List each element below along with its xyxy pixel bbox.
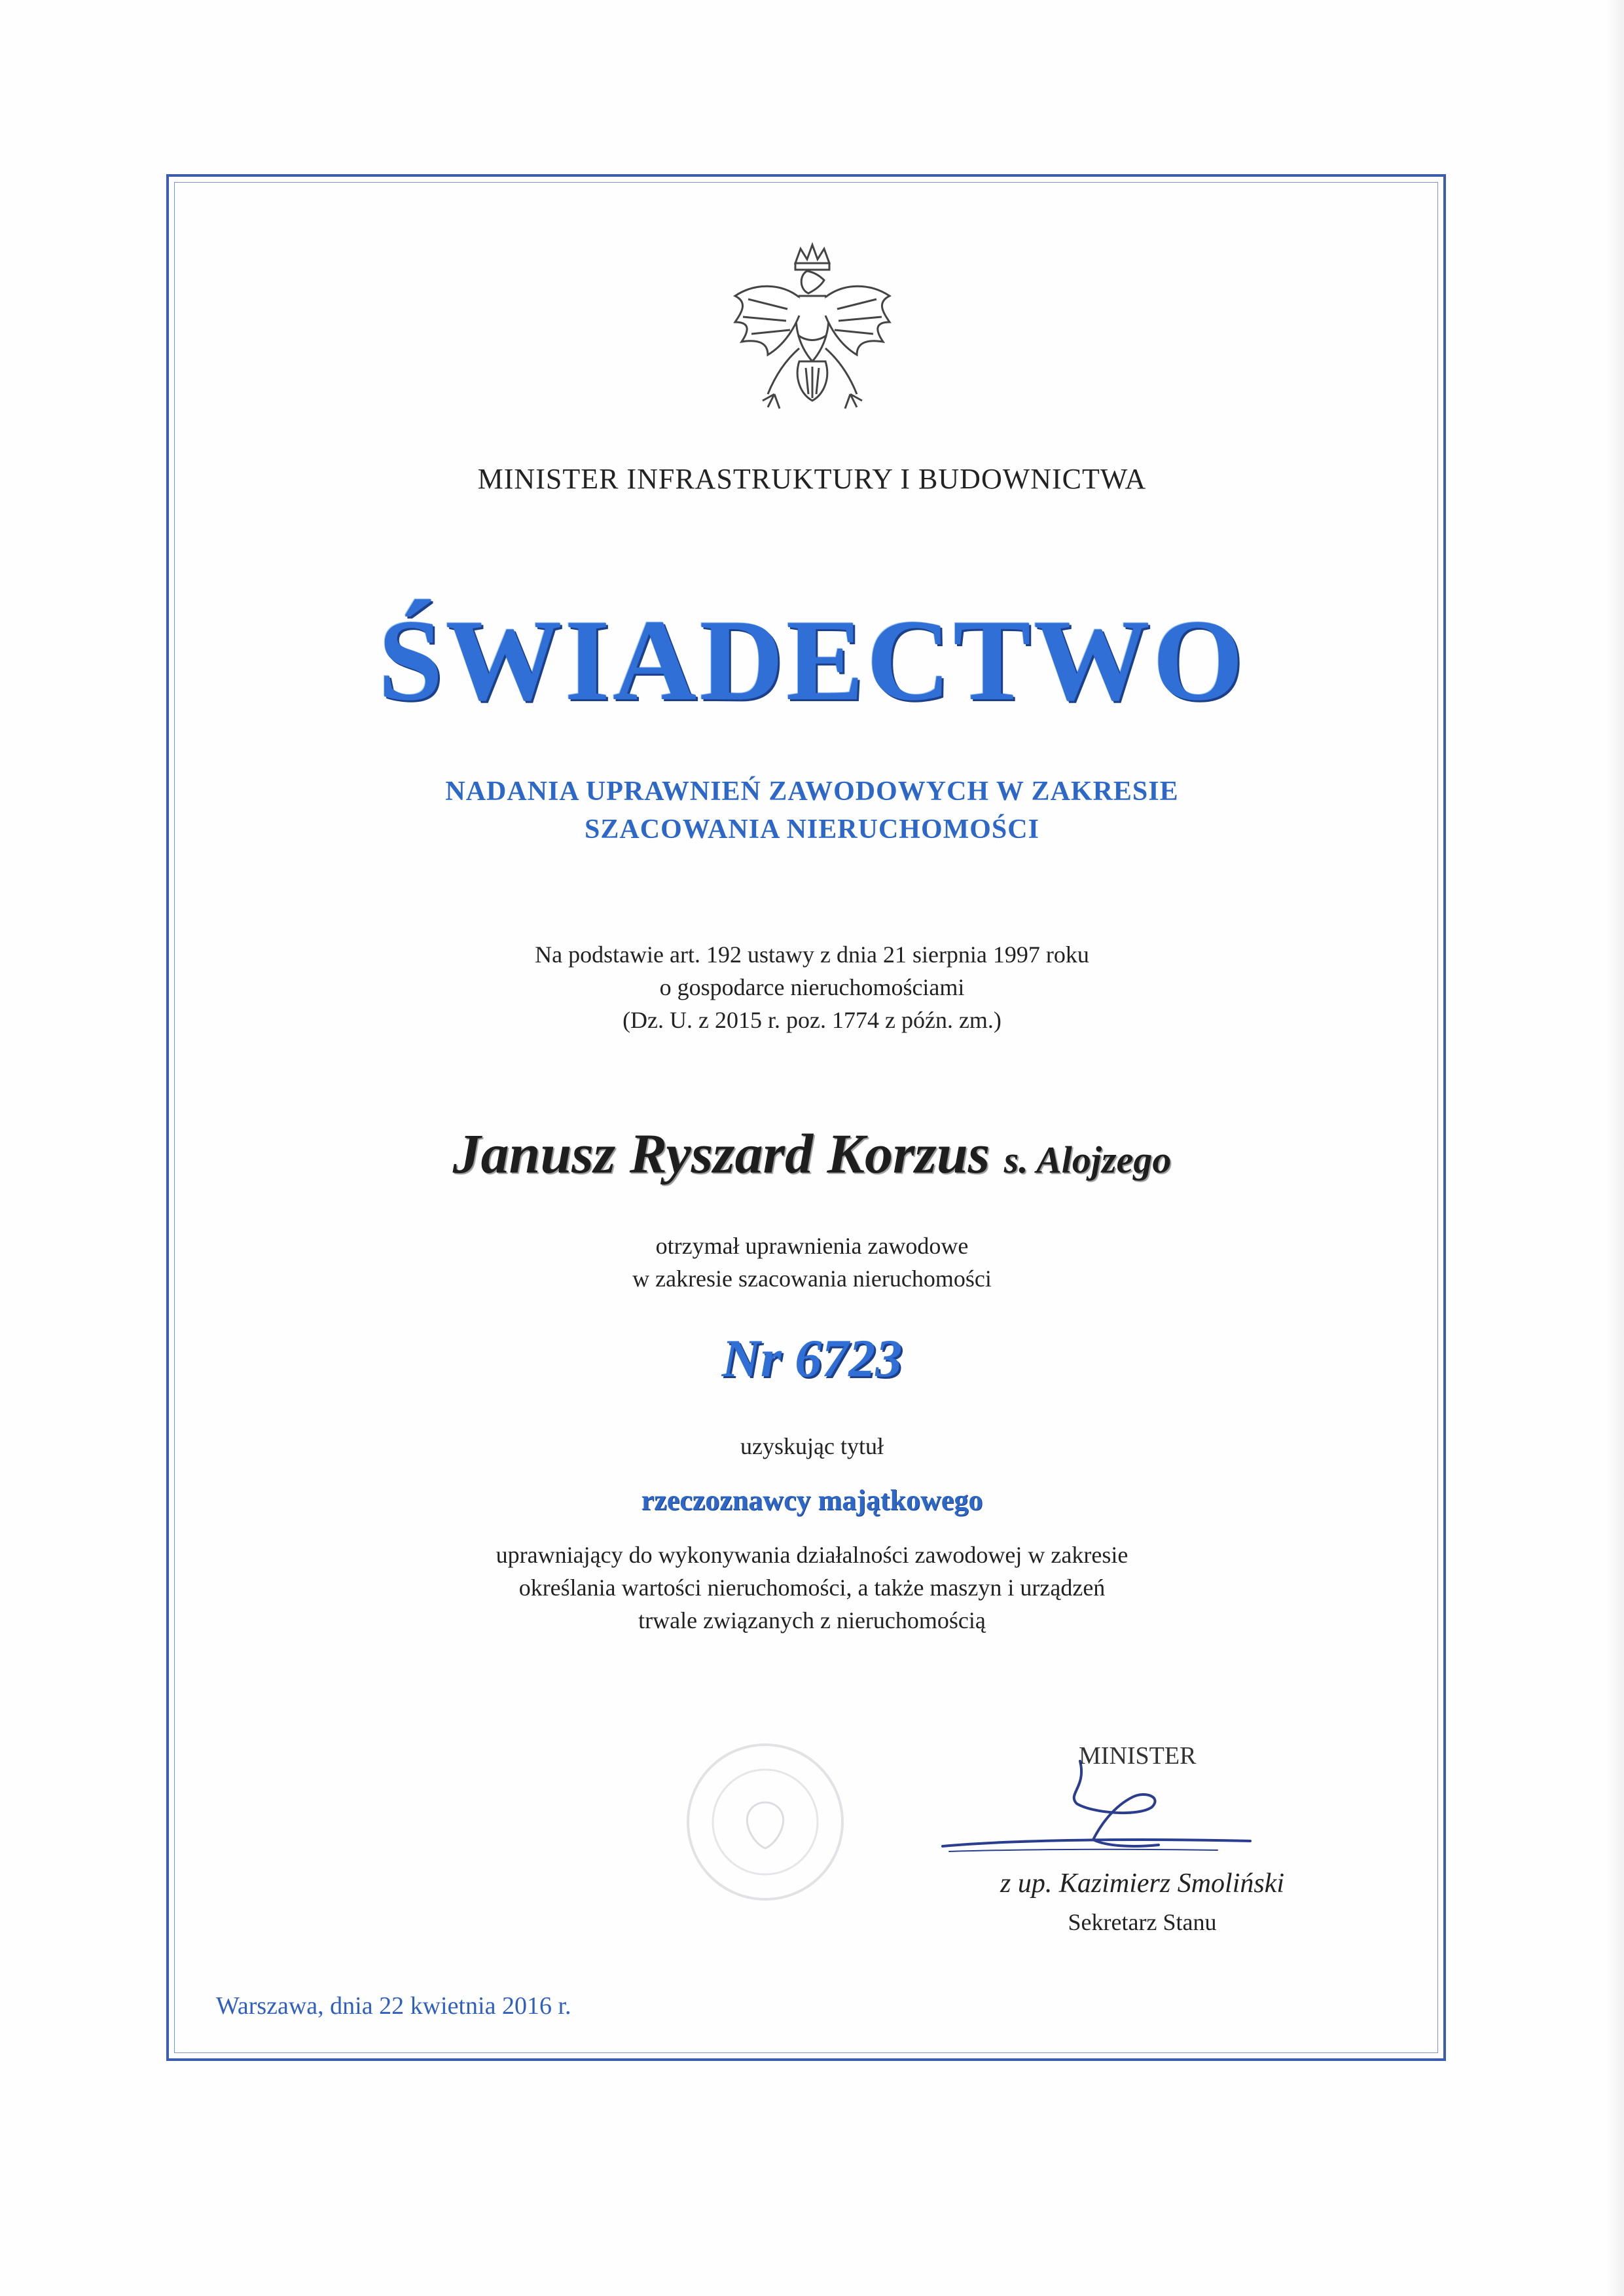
certificate-subtitle bbox=[0, 773, 1624, 848]
received-line-1: otrzymał uprawnienia zawodowe bbox=[655, 1233, 969, 1259]
holder-name-line bbox=[0, 1121, 1624, 1186]
legal-basis-line-3: (Dz. U. z 2015 r. poz. 1774 z późn. zm.) bbox=[623, 1007, 1001, 1033]
signatory-role: Sekretarz Stanu bbox=[1068, 1909, 1217, 1935]
scope-line-2: określania wartości nieruchomości, a także maszyn i urządzeń bbox=[518, 1575, 1106, 1601]
holder-parent-suffix: s. Alojzego bbox=[1003, 1139, 1172, 1181]
subtitle-line-2: SZACOWANIA NIERUCHOMOŚCI bbox=[585, 814, 1039, 845]
legal-basis-line-1: Na podstawie art. 192 ustawy z dnia 21 sierpnia 1997 roku bbox=[535, 941, 1089, 968]
subtitle-line-1: NADANIA UPRAWNIEŃ ZAWODOWYCH W ZAKRESIE bbox=[445, 776, 1179, 807]
embossed-seal-icon bbox=[683, 1740, 847, 1904]
signatory-name: z up. Kazimierz Smoliński bbox=[1000, 1868, 1285, 1899]
white-eagle-emblem-icon bbox=[722, 237, 902, 433]
legal-basis-line-2: o gospodarce nieruchomościami bbox=[659, 974, 965, 1000]
holder-name: Janusz Ryszard Korzus bbox=[452, 1122, 990, 1185]
certificate-number: Nr 6723 bbox=[721, 1328, 903, 1388]
scope-statement bbox=[0, 1539, 1624, 1637]
certificate-title: ŚWIADECTWO bbox=[378, 595, 1246, 725]
scope-line-1: uprawniający do wykonywania działalności zawodowej w zakresie bbox=[496, 1542, 1128, 1568]
place-and-date: Warszawa, dnia 22 kwietnia 2016 r. bbox=[216, 1992, 571, 2020]
issuer-heading: MINISTER INFRASTRUKTURY I BUDOWNICTWA bbox=[477, 463, 1147, 495]
legal-basis bbox=[0, 938, 1624, 1036]
scope-line-3: trwale związanych z nieruchomością bbox=[638, 1607, 986, 1633]
obtaining-title-text: uzyskując tytuł bbox=[740, 1433, 884, 1459]
received-line-2: w zakresie szacowania nieruchomości bbox=[632, 1266, 992, 1292]
profession-title: rzeczoznawcy majątkowego bbox=[641, 1484, 983, 1516]
received-statement bbox=[0, 1230, 1624, 1295]
signature-stamp-label: MINISTER bbox=[1079, 1742, 1197, 1770]
